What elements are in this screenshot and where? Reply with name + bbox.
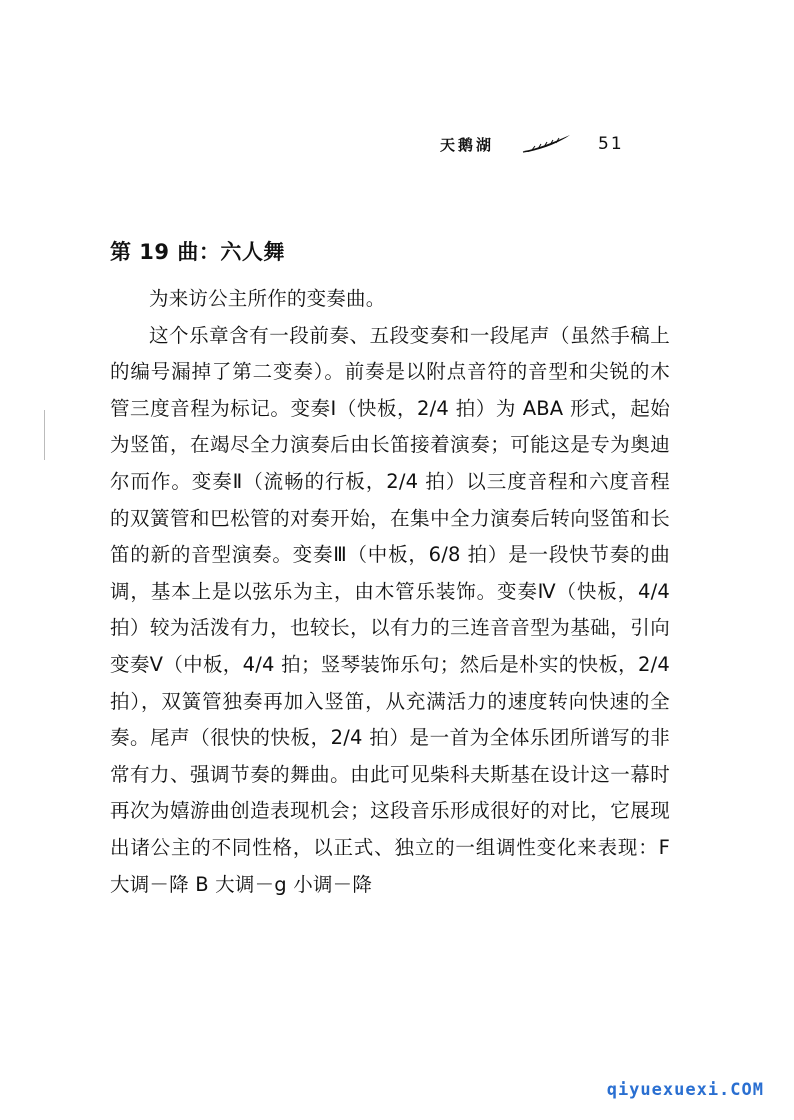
feather-icon	[522, 133, 572, 155]
margin-mark	[44, 410, 45, 460]
page-number: 51	[598, 134, 624, 154]
running-header	[440, 128, 624, 160]
chapter-title: 第 19 曲：六人舞	[110, 240, 285, 264]
paragraph: 为来访公主所作的变奏曲。	[149, 287, 386, 310]
paragraph: 这个乐章含有一段前奏、五段变奏和一段尾声（虽然手稿上的编号漏掉了第二变奏）。前奏是以附点音符的音型和尖锐的木管三度音程为标记。变奏Ⅰ（快板，2/4 拍）为 ABA 形式，起始为竖笛，在竭尽全力演奏后由长笛接着演奏；可能这是专为奥迪尔而作。变奏Ⅱ（流畅的行板，2/4 拍）以三度音程和六度音程的双簧管和巴松管的对奏开始，在集中全力演奏后转向竖笛和长笛的新的音型演奏。变奏Ⅲ（中板，6/8 拍）是一段快节奏的曲调，基本上是以弦乐为主，由木管乐装饰。变奏Ⅳ（快板，4/4 拍）较为活泼有力，也较长，以有力的三连音音型为基础，引向变奏Ⅴ（中板，4/4 拍；竖琴装饰乐句；然后是朴实的快板，2/4 拍），双簧管独奏再加入竖笛，从充满活力的速度转向快速的全奏。尾声（很快的快板，2/4 拍）是一首为全体乐团所谱写的非常有力、强调节奏的舞曲。由此可见柴科夫斯基在设计这一幕时再次为嬉游曲创造表现机会；这段音乐形成很好的对比，它展现出诸公主的不同性格，以正式、独立的一组调性变化来表现：F 大调－降 B 大调－g 小调－降	[110, 323, 670, 896]
book-title: 天鹅湖	[440, 135, 495, 154]
site-watermark: qiyuexuexi.COM	[606, 1080, 764, 1100]
body-text	[110, 281, 670, 903]
